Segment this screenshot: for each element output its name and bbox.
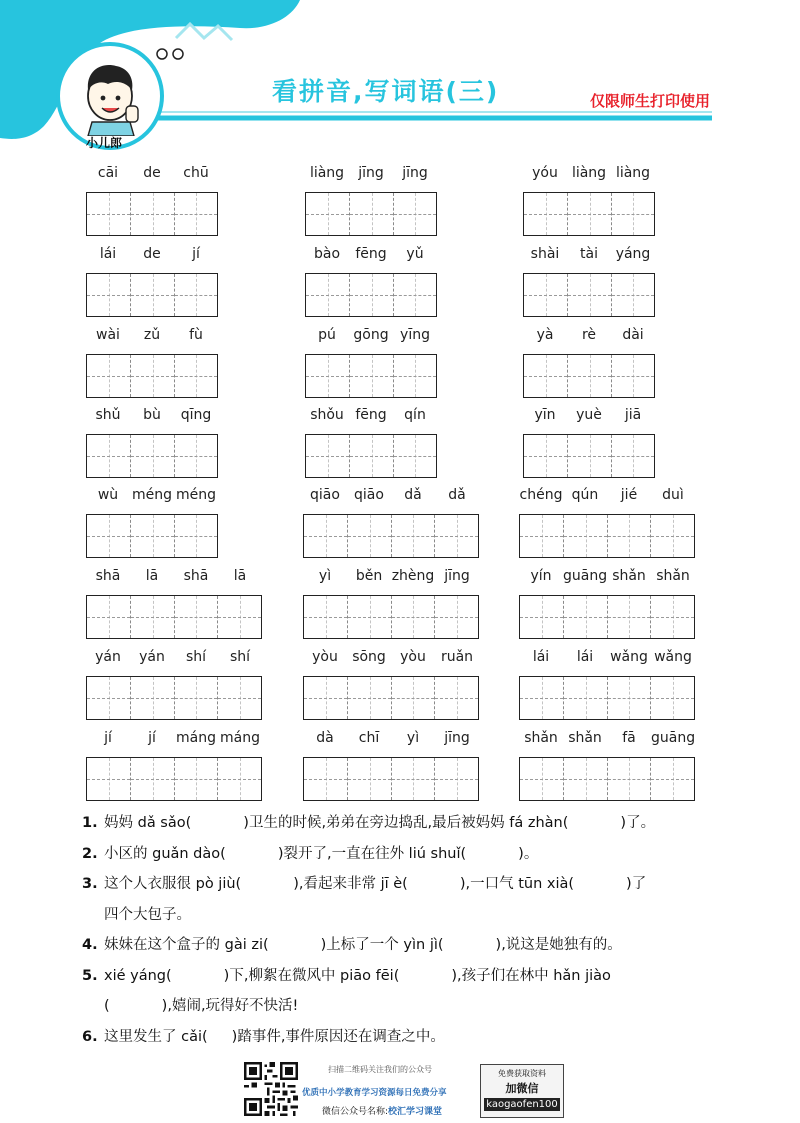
word-group bbox=[303, 729, 479, 755]
pinyin-syllable: bào bbox=[313, 246, 341, 262]
tianzige-cell[interactable] bbox=[567, 193, 610, 235]
question-text: 这里发生了 cǎi( bbox=[104, 1028, 208, 1045]
tianzige-cell[interactable] bbox=[391, 596, 435, 638]
footer bbox=[244, 1062, 584, 1120]
pinyin-syllable: qīng bbox=[180, 407, 212, 423]
pinyin-row bbox=[86, 648, 262, 674]
writing-boxes bbox=[86, 354, 218, 398]
writing-boxes bbox=[86, 595, 262, 639]
pinyin-syllable: yǔ bbox=[406, 246, 424, 262]
tianzige-cell[interactable] bbox=[304, 677, 347, 719]
pinyin-syllable: yì bbox=[318, 568, 332, 584]
word-group bbox=[305, 326, 437, 352]
question-line bbox=[82, 930, 732, 961]
question-text: 妹妹在这个盒子的 gài zi( bbox=[104, 937, 269, 953]
pinyin-syllable: shǎn bbox=[524, 730, 558, 746]
pinyin-row bbox=[303, 486, 479, 512]
pinyin-syllable: yín bbox=[530, 568, 552, 584]
tianzige-cell[interactable] bbox=[174, 596, 218, 638]
writing-boxes bbox=[519, 757, 695, 801]
tianzige-cell[interactable] bbox=[87, 677, 130, 719]
word-group bbox=[303, 567, 479, 593]
tianzige-cell[interactable] bbox=[567, 435, 610, 477]
question-text: )踏事件,事件原因还在调查之中。 bbox=[231, 1028, 445, 1045]
writing-boxes bbox=[86, 434, 218, 478]
pinyin-row bbox=[303, 648, 479, 674]
question-line bbox=[82, 808, 732, 839]
question-text: 这个人衣服很 pò jiù( bbox=[104, 876, 242, 892]
question-text: ),看起来非常 jī è( bbox=[293, 876, 408, 892]
pinyin-syllable: wǎng bbox=[610, 649, 648, 665]
question-number: 5. bbox=[82, 967, 98, 984]
tianzige-cell[interactable] bbox=[650, 515, 694, 557]
pinyin-syllable: dǎ bbox=[448, 487, 466, 503]
writing-boxes bbox=[305, 192, 437, 236]
tianzige-cell[interactable] bbox=[130, 758, 174, 800]
tianzige-cell[interactable] bbox=[349, 274, 392, 316]
tianzige-cell[interactable] bbox=[563, 758, 607, 800]
tianzige-cell[interactable] bbox=[524, 274, 567, 316]
pinyin-syllable: shǎn bbox=[656, 568, 690, 584]
word-group bbox=[519, 648, 695, 674]
writing-boxes bbox=[86, 273, 218, 317]
pinyin-syllable: lái bbox=[99, 246, 117, 262]
question-text: 妈妈 dǎ sǎo( bbox=[104, 815, 192, 831]
pinyin-row bbox=[86, 406, 218, 432]
writing-boxes bbox=[303, 514, 479, 558]
footer-line2: 优质中小学教育学习资源每日免费分享 bbox=[302, 1088, 447, 1098]
pinyin-syllable: máng bbox=[176, 730, 216, 746]
tianzige-cell[interactable] bbox=[87, 355, 130, 397]
pinyin-syllable: yán bbox=[95, 649, 121, 665]
pinyin-syllable: běn bbox=[355, 568, 383, 584]
footer-line3 bbox=[322, 1104, 442, 1117]
tianzige-cell[interactable] bbox=[520, 596, 563, 638]
question-text: )。 bbox=[518, 845, 539, 862]
question-line bbox=[82, 1022, 732, 1053]
pinyin-syllable: de bbox=[143, 246, 161, 262]
tianzige-cell[interactable] bbox=[87, 758, 130, 800]
word-group bbox=[86, 326, 218, 352]
question-text: 四个大包子。 bbox=[104, 906, 191, 923]
pinyin-row bbox=[305, 164, 437, 190]
pinyin-row bbox=[86, 164, 218, 190]
pinyin-syllable: shí bbox=[185, 649, 207, 665]
pinyin-syllable: lái bbox=[532, 649, 550, 665]
question-number: 2. bbox=[82, 845, 98, 862]
word-group bbox=[305, 164, 437, 190]
writing-boxes bbox=[305, 354, 437, 398]
question-text: ),孩子们在林中 hǎn jiào bbox=[451, 967, 611, 984]
pinyin-syllable: dà bbox=[316, 730, 334, 746]
word-group bbox=[519, 567, 695, 593]
word-group bbox=[523, 245, 655, 271]
writing-boxes bbox=[303, 676, 479, 720]
word-group bbox=[86, 164, 218, 190]
pinyin-syllable: cāi bbox=[97, 165, 119, 181]
pinyin-syllable: lā bbox=[145, 568, 159, 584]
pinyin-syllable: zhèng bbox=[391, 568, 435, 584]
writing-boxes bbox=[86, 757, 262, 801]
pinyin-syllable: qín bbox=[404, 407, 426, 423]
tianzige-cell[interactable] bbox=[306, 435, 349, 477]
pinyin-syllable: jié bbox=[620, 487, 638, 503]
tianzige-cell[interactable] bbox=[567, 355, 610, 397]
pinyin-row bbox=[519, 486, 695, 512]
pinyin-syllable: jīng bbox=[444, 568, 470, 584]
pinyin-row bbox=[86, 729, 262, 755]
question-text: ),嬉闹,玩得好不快活! bbox=[161, 998, 299, 1014]
pinyin-syllable: méng bbox=[131, 487, 172, 503]
tianzige-cell[interactable] bbox=[607, 515, 651, 557]
pinyin-syllable: shā bbox=[95, 568, 121, 584]
word-group bbox=[523, 406, 655, 432]
pinyin-syllable: shǎn bbox=[612, 568, 646, 584]
question-text: )了。 bbox=[620, 815, 656, 831]
pinyin-syllable: duì bbox=[662, 487, 684, 503]
pinyin-syllable: de bbox=[143, 165, 161, 181]
pinyin-syllable: shā bbox=[183, 568, 209, 584]
pinyin-row bbox=[519, 567, 695, 593]
writing-boxes bbox=[523, 434, 655, 478]
pinyin-syllable: chū bbox=[183, 165, 209, 181]
pinyin-row bbox=[86, 326, 218, 352]
mascot-boy-icon bbox=[72, 60, 152, 136]
tianzige-cell[interactable] bbox=[87, 596, 130, 638]
tianzige-cell[interactable] bbox=[217, 677, 261, 719]
pinyin-syllable: chī bbox=[358, 730, 380, 746]
tianzige-cell[interactable] bbox=[524, 193, 567, 235]
pinyin-syllable: shài bbox=[530, 246, 560, 262]
writing-boxes bbox=[86, 514, 218, 558]
pinyin-syllable: yòu bbox=[400, 649, 426, 665]
word-group bbox=[303, 486, 479, 512]
pinyin-syllable: jīng bbox=[444, 730, 470, 746]
tianzige-cell[interactable] bbox=[650, 677, 694, 719]
pinyin-row bbox=[523, 406, 655, 432]
question-text: ( bbox=[104, 998, 110, 1014]
tianzige-cell[interactable] bbox=[304, 596, 347, 638]
pinyin-row bbox=[303, 729, 479, 755]
word-group bbox=[523, 326, 655, 352]
word-group bbox=[86, 486, 218, 512]
pinyin-syllable: yīn bbox=[534, 407, 556, 423]
pinyin-syllable: fēng bbox=[355, 246, 387, 262]
tianzige-cell[interactable] bbox=[347, 596, 391, 638]
question-text: ),说这是她独有的。 bbox=[495, 937, 622, 953]
tianzige-cell[interactable] bbox=[567, 274, 610, 316]
pinyin-row bbox=[523, 326, 655, 352]
tianzige-cell[interactable] bbox=[130, 193, 173, 235]
pinyin-row bbox=[86, 486, 218, 512]
pinyin-syllable: wài bbox=[96, 327, 120, 343]
pinyin-syllable: lā bbox=[233, 568, 247, 584]
writing-boxes bbox=[86, 676, 262, 720]
pinyin-syllable: wù bbox=[97, 487, 119, 503]
pinyin-syllable: yà bbox=[536, 327, 554, 343]
tianzige-cell[interactable] bbox=[524, 435, 567, 477]
pinyin-row bbox=[305, 326, 437, 352]
tianzige-cell[interactable] bbox=[87, 515, 130, 557]
question-line bbox=[82, 991, 732, 1022]
tianzige-cell[interactable] bbox=[304, 758, 347, 800]
tianzige-cell[interactable] bbox=[174, 515, 217, 557]
pinyin-row bbox=[305, 406, 437, 432]
tianzige-cell[interactable] bbox=[611, 355, 654, 397]
tianzige-cell[interactable] bbox=[174, 677, 218, 719]
pinyin-syllable: qiāo bbox=[354, 487, 384, 503]
tianzige-cell[interactable] bbox=[611, 274, 654, 316]
writing-boxes bbox=[519, 514, 695, 558]
pinyin-row bbox=[523, 164, 655, 190]
pinyin-syllable: yuè bbox=[576, 407, 602, 423]
tianzige-cell[interactable] bbox=[607, 596, 651, 638]
pinyin-row bbox=[86, 245, 218, 271]
word-group bbox=[303, 648, 479, 674]
question-line bbox=[82, 900, 732, 931]
pinyin-syllable: dǎ bbox=[404, 487, 422, 503]
word-group bbox=[519, 486, 695, 512]
pinyin-syllable: yóu bbox=[532, 165, 558, 181]
question-line bbox=[82, 869, 732, 900]
question-text: )下,柳絮在微风中 piāo fēi( bbox=[223, 967, 400, 984]
wechat-badge-top: 免费获取资料 bbox=[498, 1069, 546, 1078]
tianzige-cell[interactable] bbox=[130, 355, 173, 397]
pinyin-syllable: yáng bbox=[615, 246, 651, 262]
pinyin-syllable: qiāo bbox=[310, 487, 340, 503]
word-group bbox=[86, 567, 262, 593]
tianzige-cell[interactable] bbox=[393, 355, 436, 397]
question-text: xié yáng( bbox=[104, 967, 172, 984]
tianzige-cell[interactable] bbox=[347, 758, 391, 800]
pinyin-syllable: qún bbox=[571, 487, 599, 503]
pinyin-syllable: jí bbox=[192, 246, 200, 262]
pinyin-syllable: yán bbox=[139, 649, 165, 665]
tianzige-cell[interactable] bbox=[130, 274, 173, 316]
tianzige-cell[interactable] bbox=[306, 193, 349, 235]
pinyin-syllable: bù bbox=[143, 407, 161, 423]
pinyin-syllable: liàng bbox=[571, 165, 607, 181]
pinyin-syllable: jiā bbox=[624, 407, 642, 423]
tianzige-cell[interactable] bbox=[393, 193, 436, 235]
question-number: 3. bbox=[82, 876, 98, 892]
question-text: )裂开了,一直在往外 liú shuǐ( bbox=[277, 845, 467, 862]
pinyin-syllable: jīng bbox=[358, 165, 384, 181]
tianzige-cell[interactable] bbox=[174, 435, 217, 477]
word-group bbox=[305, 406, 437, 432]
pinyin-syllable: fā bbox=[622, 730, 636, 746]
pinyin-syllable: shí bbox=[229, 649, 251, 665]
print-note: 仅限师生打印使用 bbox=[590, 92, 711, 110]
question-text: )上标了一个 yìn jì( bbox=[320, 937, 444, 953]
pinyin-syllable: shǔ bbox=[95, 407, 121, 423]
tianzige-cell[interactable] bbox=[434, 677, 478, 719]
word-group bbox=[305, 245, 437, 271]
pinyin-syllable: jīng bbox=[402, 165, 428, 181]
tianzige-cell[interactable] bbox=[347, 677, 391, 719]
pinyin-row bbox=[86, 567, 262, 593]
tianzige-cell[interactable] bbox=[130, 435, 173, 477]
word-group bbox=[523, 164, 655, 190]
writing-boxes bbox=[519, 676, 695, 720]
word-group bbox=[86, 245, 218, 271]
pinyin-syllable: tài bbox=[580, 246, 598, 262]
tianzige-cell[interactable] bbox=[349, 193, 392, 235]
pinyin-syllable: shǎn bbox=[568, 730, 602, 746]
pinyin-syllable: liàng bbox=[615, 165, 651, 181]
pinyin-syllable: yòu bbox=[312, 649, 338, 665]
tianzige-cell[interactable] bbox=[650, 596, 694, 638]
tianzige-cell[interactable] bbox=[434, 515, 478, 557]
wechat-badge-mid: 加微信 bbox=[505, 1082, 539, 1095]
tianzige-cell[interactable] bbox=[607, 758, 651, 800]
wechat-badge-id: kaogaofen100 bbox=[484, 1098, 560, 1111]
writing-boxes bbox=[523, 192, 655, 236]
word-group bbox=[86, 406, 218, 432]
pinyin-syllable: wǎng bbox=[654, 649, 692, 665]
qr-code-icon bbox=[244, 1062, 298, 1116]
question-number: 4. bbox=[82, 937, 98, 953]
pinyin-syllable: chéng bbox=[519, 487, 563, 503]
pinyin-syllable: jí bbox=[104, 730, 112, 746]
tianzige-cell[interactable] bbox=[650, 758, 694, 800]
question-number: 6. bbox=[82, 1028, 98, 1045]
page-title: 看拼音,写词语(三) bbox=[272, 77, 500, 106]
footer-line1: 扫描二维码关注我们的公众号 bbox=[328, 1065, 432, 1074]
pinyin-syllable: máng bbox=[220, 730, 260, 746]
question-line bbox=[82, 961, 732, 992]
pinyin-syllable: jí bbox=[148, 730, 156, 746]
tianzige-cell[interactable] bbox=[611, 193, 654, 235]
pinyin-row bbox=[305, 245, 437, 271]
pinyin-syllable: guāng bbox=[651, 730, 696, 746]
tianzige-cell[interactable] bbox=[306, 355, 349, 397]
word-group bbox=[86, 729, 262, 755]
pinyin-syllable: yīng bbox=[400, 327, 430, 343]
pinyin-syllable: pú bbox=[318, 327, 336, 343]
pinyin-row bbox=[519, 729, 695, 755]
tianzige-cell[interactable] bbox=[524, 355, 567, 397]
tianzige-cell[interactable] bbox=[563, 677, 607, 719]
writing-boxes bbox=[523, 354, 655, 398]
tianzige-cell[interactable] bbox=[349, 355, 392, 397]
tianzige-cell[interactable] bbox=[130, 596, 174, 638]
pinyin-syllable: fēng bbox=[355, 407, 387, 423]
pinyin-syllable: sōng bbox=[352, 649, 386, 665]
question-text: ),一口气 tūn xià( bbox=[459, 876, 575, 892]
question-text: )卫生的时候,弟弟在旁边捣乱,最后被妈妈 fá zhàn( bbox=[243, 815, 569, 831]
writing-boxes bbox=[519, 595, 695, 639]
tianzige-cell[interactable] bbox=[174, 758, 218, 800]
question-line bbox=[82, 839, 732, 870]
fill-in-questions bbox=[82, 808, 732, 1052]
footer-account-label: 微信公众号名称: bbox=[322, 1107, 389, 1117]
tianzige-cell[interactable] bbox=[130, 515, 173, 557]
writing-boxes bbox=[303, 595, 479, 639]
tianzige-cell[interactable] bbox=[563, 596, 607, 638]
tianzige-cell[interactable] bbox=[217, 596, 261, 638]
tianzige-cell[interactable] bbox=[174, 193, 217, 235]
question-text: )了 bbox=[626, 876, 647, 892]
tianzige-cell[interactable] bbox=[434, 758, 478, 800]
pinyin-syllable: zǔ bbox=[143, 327, 161, 343]
footer-account-name: 校汇学习课堂 bbox=[388, 1107, 443, 1117]
tianzige-cell[interactable] bbox=[520, 515, 563, 557]
pinyin-syllable: yì bbox=[406, 730, 420, 746]
tianzige-cell[interactable] bbox=[391, 515, 435, 557]
tianzige-cell[interactable] bbox=[607, 677, 651, 719]
tianzige-cell[interactable] bbox=[130, 677, 174, 719]
pinyin-syllable: shǒu bbox=[310, 407, 344, 423]
pinyin-syllable: guāng bbox=[563, 568, 608, 584]
wechat-badge bbox=[480, 1064, 564, 1118]
pinyin-syllable: lái bbox=[576, 649, 594, 665]
word-group bbox=[519, 729, 695, 755]
pinyin-syllable: fù bbox=[189, 327, 203, 343]
tianzige-cell[interactable] bbox=[520, 758, 563, 800]
question-number: 1. bbox=[82, 815, 98, 831]
tianzige-cell[interactable] bbox=[391, 677, 435, 719]
tianzige-cell[interactable] bbox=[393, 274, 436, 316]
tianzige-cell[interactable] bbox=[563, 515, 607, 557]
pinyin-row bbox=[519, 648, 695, 674]
tianzige-cell[interactable] bbox=[306, 274, 349, 316]
pinyin-syllable: dài bbox=[622, 327, 644, 343]
pinyin-syllable: ruǎn bbox=[440, 649, 474, 665]
writing-boxes bbox=[303, 757, 479, 801]
word-group bbox=[86, 648, 262, 674]
tianzige-cell[interactable] bbox=[87, 193, 130, 235]
pinyin-row bbox=[523, 245, 655, 271]
writing-boxes bbox=[523, 273, 655, 317]
pinyin-row bbox=[303, 567, 479, 593]
tianzige-cell[interactable] bbox=[349, 435, 392, 477]
tianzige-cell[interactable] bbox=[347, 515, 391, 557]
tianzige-cell[interactable] bbox=[174, 355, 217, 397]
pinyin-syllable: liàng bbox=[309, 165, 345, 181]
tianzige-cell[interactable] bbox=[520, 677, 563, 719]
tianzige-cell[interactable] bbox=[87, 274, 130, 316]
pinyin-syllable: gōng bbox=[353, 327, 389, 343]
tianzige-cell[interactable] bbox=[304, 515, 347, 557]
writing-boxes bbox=[86, 192, 218, 236]
pinyin-syllable: méng bbox=[175, 487, 216, 503]
question-text: 小区的 guǎn dào( bbox=[104, 845, 226, 862]
writing-boxes bbox=[305, 434, 437, 478]
tianzige-cell[interactable] bbox=[391, 758, 435, 800]
tianzige-cell[interactable] bbox=[174, 274, 217, 316]
pinyin-syllable: rè bbox=[581, 327, 597, 343]
tianzige-cell[interactable] bbox=[217, 758, 261, 800]
tianzige-cell[interactable] bbox=[393, 435, 436, 477]
mascot-label: 小儿郎 bbox=[86, 136, 123, 150]
writing-boxes bbox=[305, 273, 437, 317]
tianzige-cell[interactable] bbox=[87, 435, 130, 477]
tianzige-cell[interactable] bbox=[434, 596, 478, 638]
tianzige-cell[interactable] bbox=[611, 435, 654, 477]
